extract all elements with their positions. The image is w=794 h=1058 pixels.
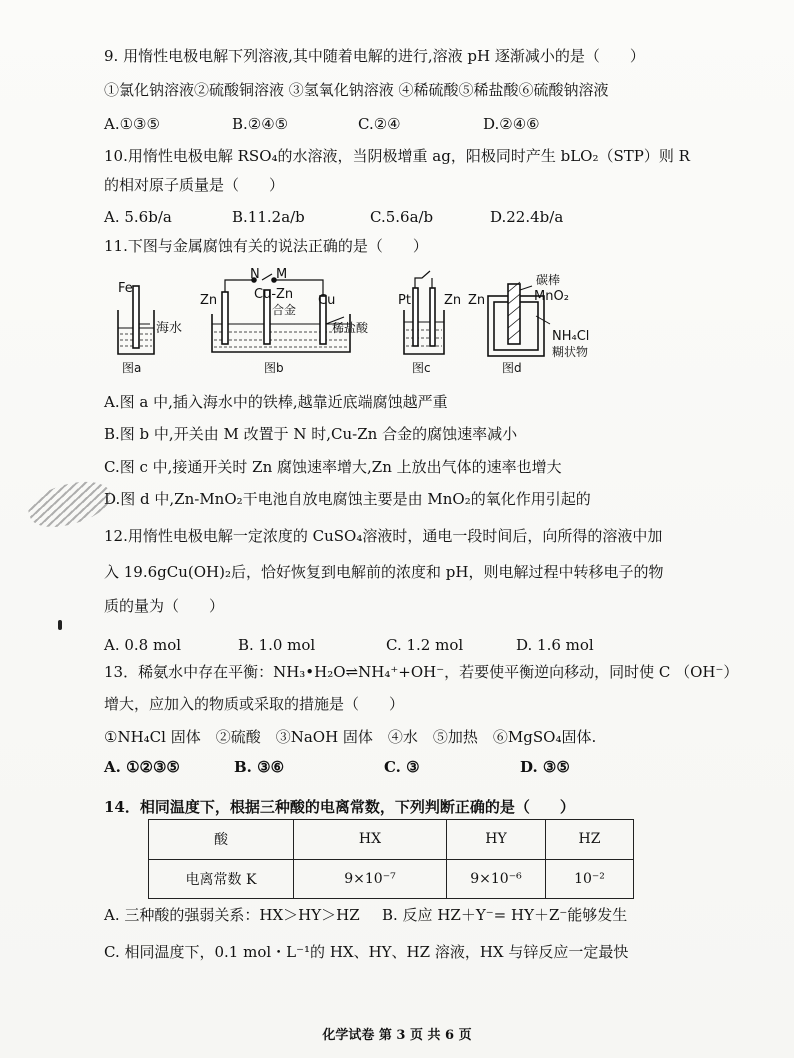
caption-d: 图d (502, 361, 522, 375)
ink-smudge (24, 472, 116, 536)
q9-stem: 9. 用惰性电极电解下列溶液,其中随着电解的进行,溶液 pH 逐渐减小的是（ ） (104, 47, 645, 65)
q14-option-a: A. 三种酸的强弱关系：HX＞HY＞HZ (104, 906, 360, 924)
trough-b (212, 314, 350, 352)
table-cell: HY (447, 820, 546, 860)
label-seawater: 海水 (156, 321, 183, 336)
q12-stem-line3: 质的量为（ ） (104, 597, 225, 615)
q9-option-c: C.②④ (358, 115, 401, 133)
q13-option-c: C. ③ (384, 758, 420, 776)
table-cell: 酸 (149, 820, 294, 860)
label-cu: Cu (318, 293, 336, 308)
label-zn-b: Zn (200, 293, 218, 308)
q12-option-d: D. 1.6 mol (516, 636, 594, 654)
label-mno2: MnO₂ (534, 289, 569, 304)
table-cell: 9×10⁻⁷ (294, 859, 447, 899)
q10-option-a: A. 5.6b/a (104, 208, 172, 226)
table-cell: HZ (546, 820, 634, 860)
label-zn-d: Zn (468, 293, 486, 308)
label-zn-c: Zn (444, 293, 462, 308)
q14-stem: 14．相同温度下，根据三种酸的电离常数，下列判断正确的是（ ） (104, 798, 575, 816)
label-carbon-rod: 碳棒 (536, 273, 561, 287)
table-cell: HX (294, 820, 447, 860)
q9-items: ①氯化钠溶液②硫酸铜溶液 ③氢氧化钠溶液 ④稀硫酸⑤稀盐酸⑥硫酸钠溶液 (104, 81, 609, 99)
label-hcl: 稀盐酸 (332, 321, 369, 335)
q14-option-b: B. 反应 HZ＋Y⁻= HY＋Z⁻能够发生 (382, 906, 628, 924)
q9-option-a: A.①③⑤ (104, 115, 160, 133)
label-nh4cl: NH₄Cl (552, 329, 590, 344)
table-row (149, 859, 634, 899)
corrosion-diagram (104, 262, 664, 382)
table-cell: 电离常数 K (149, 859, 294, 899)
label-alloy: 合金 (272, 303, 297, 317)
q10-stem-line1: 10.用惰性电极电解 RSO₄的水溶液，当阴极增重 ag，阳极同时产生 bLO₂（STP）则 R (104, 147, 690, 165)
q10-stem-line2: 的相对原子质量是（ ） (104, 176, 285, 194)
q12-option-b: B. 1.0 mol (238, 636, 316, 654)
label-n: N (250, 267, 260, 282)
label-pt: Pt (398, 293, 411, 308)
q13-stem-line2: 增大，应加入的物质或采取的措施是（ ） (104, 695, 405, 713)
q11-option-a: A.图 a 中,插入海水中的铁棒,越靠近底端腐蚀越严重 (104, 393, 448, 411)
label-paste: 糊状物 (552, 345, 589, 359)
q12-option-a: A. 0.8 mol (104, 636, 182, 654)
label-cu-zn: Cu-Zn (254, 287, 294, 302)
q13-option-b: B. ③⑥ (234, 758, 285, 776)
q12-stem-line1: 12.用惰性电极电解一定浓度的 CuSO₄溶液时，通电一段时间后，向所得的溶液中加 (104, 527, 663, 545)
table-cell: 9×10⁻⁶ (447, 859, 546, 899)
label-fe: Fe (118, 281, 133, 296)
page-footer: 化学试卷 第 3 页 共 6 页 (322, 1028, 472, 1043)
q9-option-b: B.②④⑤ (232, 115, 289, 133)
beaker-c (404, 310, 444, 354)
q11-option-d: D.图 d 中,Zn-MnO₂干电池自放电腐蚀主要是由 MnO₂的氧化作用引起的 (104, 490, 591, 508)
q13-option-d: D. ③⑤ (520, 758, 570, 776)
q12-stem-line2: 入 19.6gCu(OH)₂后，恰好恢复到电解前的浓度和 pH，则电解过程中转移电子的物 (104, 563, 664, 581)
caption-c: 图c (412, 361, 431, 375)
caption-a: 图a (122, 361, 142, 375)
q10-option-c: C.5.6a/b (370, 208, 434, 226)
iron-rod (133, 286, 139, 348)
table-cell: 10⁻² (546, 859, 634, 899)
q10-option-d: D.22.4b/a (490, 208, 564, 226)
q14-option-c: C. 相同温度下，0.1 mol・L⁻¹的 HX、HY、HZ 溶液，HX 与锌反应一定最快 (104, 943, 629, 961)
q13-items: ①NH₄Cl 固体 ②硫酸 ③NaOH 固体 ④水 ⑤加热 ⑥MgSO₄固体. (104, 728, 597, 746)
q12-option-c: C. 1.2 mol (386, 636, 464, 654)
q11-option-b: B.图 b 中,开关由 M 改置于 N 时,Cu-Zn 合金的腐蚀速率减小 (104, 425, 518, 443)
ionization-constant-table (148, 819, 634, 899)
label-m: M (276, 267, 288, 282)
corrosion-figures (104, 262, 664, 382)
q9-option-d: D.②④⑥ (483, 115, 540, 133)
q10-option-b: B.11.2a/b (232, 208, 305, 226)
q13-stem-line1: 13．稀氨水中存在平衡：NH₃•H₂O⇌NH₄⁺+OH⁻，若要使平衡逆向移动，同时使 C （OH⁻） (104, 663, 739, 681)
q13-option-a: A. ①②③⑤ (104, 758, 180, 776)
q11-option-c: C.图 c 中,接通开关时 Zn 腐蚀速率增大,Zn 上放出气体的速率也增大 (104, 458, 562, 476)
ink-dot (58, 620, 62, 630)
table-header-row (149, 820, 634, 860)
q11-stem: 11.下图与金属腐蚀有关的说法正确的是（ ） (104, 237, 428, 255)
caption-b: 图b (264, 361, 284, 375)
